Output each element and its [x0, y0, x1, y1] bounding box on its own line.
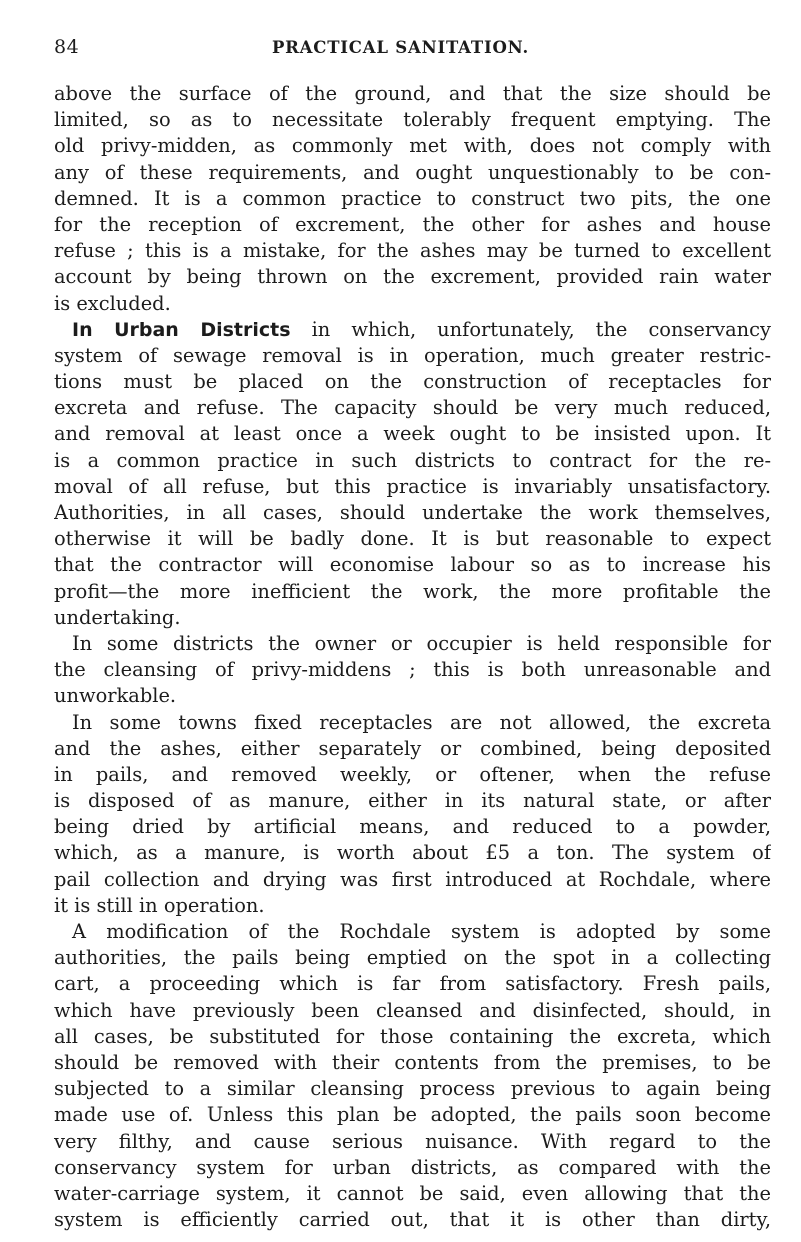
- text-line: for the reception of excrement, the other for ashes and house: [54, 212, 771, 236]
- paragraph: [54, 631, 771, 710]
- page-number: 84: [54, 36, 80, 58]
- text-line: cart, a proceeding which is far from satisfactory. Fresh pails,: [54, 972, 771, 996]
- text-line: in pails, and removed weekly, or oftener, when the refuse: [54, 762, 771, 786]
- text-line: is excluded.: [54, 291, 171, 315]
- text-line: should be removed with their contents from the premises, to be: [54, 1050, 771, 1074]
- text-line: profit—the more inefficient the work, the more profitable the: [54, 579, 771, 603]
- text-line: and the ashes, either separately or combined, being deposited: [54, 736, 771, 760]
- running-head: [0, 36, 801, 64]
- text-line: and removal at least once a week ought to be insisted upon. It: [54, 422, 771, 446]
- text-line: above the surface of the ground, and that the size should be: [54, 82, 771, 105]
- text-line: old privy-midden, as commonly met with, does not comply with: [54, 134, 771, 158]
- text-line: In some towns fixed receptacles are not allowed, the excreta: [72, 710, 771, 734]
- text-line: subjected to a similar cleansing process previous to again being: [54, 1077, 771, 1101]
- text-line: that the contractor will economise labour so as to increase his: [54, 553, 771, 577]
- text-line: In some districts the owner or occupier is held responsible for: [72, 631, 771, 655]
- text-line: which have previously been cleansed and disinfected, should, in: [54, 998, 771, 1022]
- text-line: excreta and refuse. The capacity should be very much reduced,: [54, 396, 771, 420]
- text-line: demned. It is a common practice to construct two pits, the one: [54, 186, 771, 210]
- text-line: the cleansing of privy-middens ; this is both unreasonable and: [54, 658, 771, 682]
- text-line: made use of. Unless this plan be adopted, the pails soon become: [54, 1103, 771, 1127]
- text-line: being dried by artificial means, and reduced to a powder,: [54, 815, 771, 839]
- paragraph: [54, 919, 771, 1233]
- text-line: which, as a manure, is worth about £5 a ton. The system of: [54, 841, 771, 865]
- paragraph: [54, 81, 771, 317]
- text-line: moval of all refuse, but this practice is invariably unsatisfactory.: [54, 474, 771, 498]
- text-line: otherwise it will be badly done. It is but reasonable to expect: [54, 527, 771, 551]
- text-line: system is efficiently carried out, that it is other than dirty,: [54, 1208, 771, 1232]
- text-line: is a common practice in such districts to contract for the re-: [54, 448, 771, 472]
- text-line: undertaking.: [54, 605, 181, 629]
- text-line: authorities, the pails being emptied on the spot in a collecting: [54, 946, 771, 970]
- text-line: limited, so as to necessitate tolerably frequent emptying. The: [54, 108, 771, 132]
- text-line: pail collection and drying was first introduced at Rochdale, where: [54, 867, 771, 891]
- text-line: unworkable.: [54, 684, 177, 708]
- text-line: conservancy system for urban districts, as compared with the: [54, 1155, 771, 1179]
- text-run: in which, unfortunately, the conservancy: [290, 317, 771, 341]
- text-line: system of sewage removal is in operation, much greater restric-: [54, 343, 771, 367]
- section-run-in-heading: In Urban Districts: [72, 318, 291, 341]
- text-line: tions must be placed on the construction of receptacles for: [54, 370, 771, 394]
- text-line: very filthy, and cause serious nuisance. With regard to the: [54, 1129, 771, 1153]
- text-line: is disposed of as manure, either in its natural state, or after: [54, 789, 771, 813]
- paragraph: [54, 710, 771, 920]
- body-text: [54, 81, 771, 1233]
- text-line: refuse ; this is a mistake, for the ashes may be turned to excellent: [54, 239, 771, 263]
- text-line: any of these requirements, and ought unquestionably to be con-: [54, 160, 771, 184]
- text-line: Authorities, in all cases, should undertake the work themselves,: [54, 501, 771, 524]
- running-header-title: PRACTICAL SANITATION.: [271, 38, 530, 57]
- text-line: it is still in operation.: [54, 893, 265, 917]
- text-line: water-carriage system, it cannot be said, even allowing that the: [54, 1181, 771, 1205]
- text-line: all cases, be substituted for those containing the excreta, which: [54, 1024, 771, 1048]
- paragraph: [54, 317, 771, 631]
- text-line: [54, 317, 771, 343]
- text-line: account by being thrown on the excrement, provided rain water: [54, 265, 771, 289]
- text-line: A modification of the Rochdale system is adopted by some: [72, 920, 771, 943]
